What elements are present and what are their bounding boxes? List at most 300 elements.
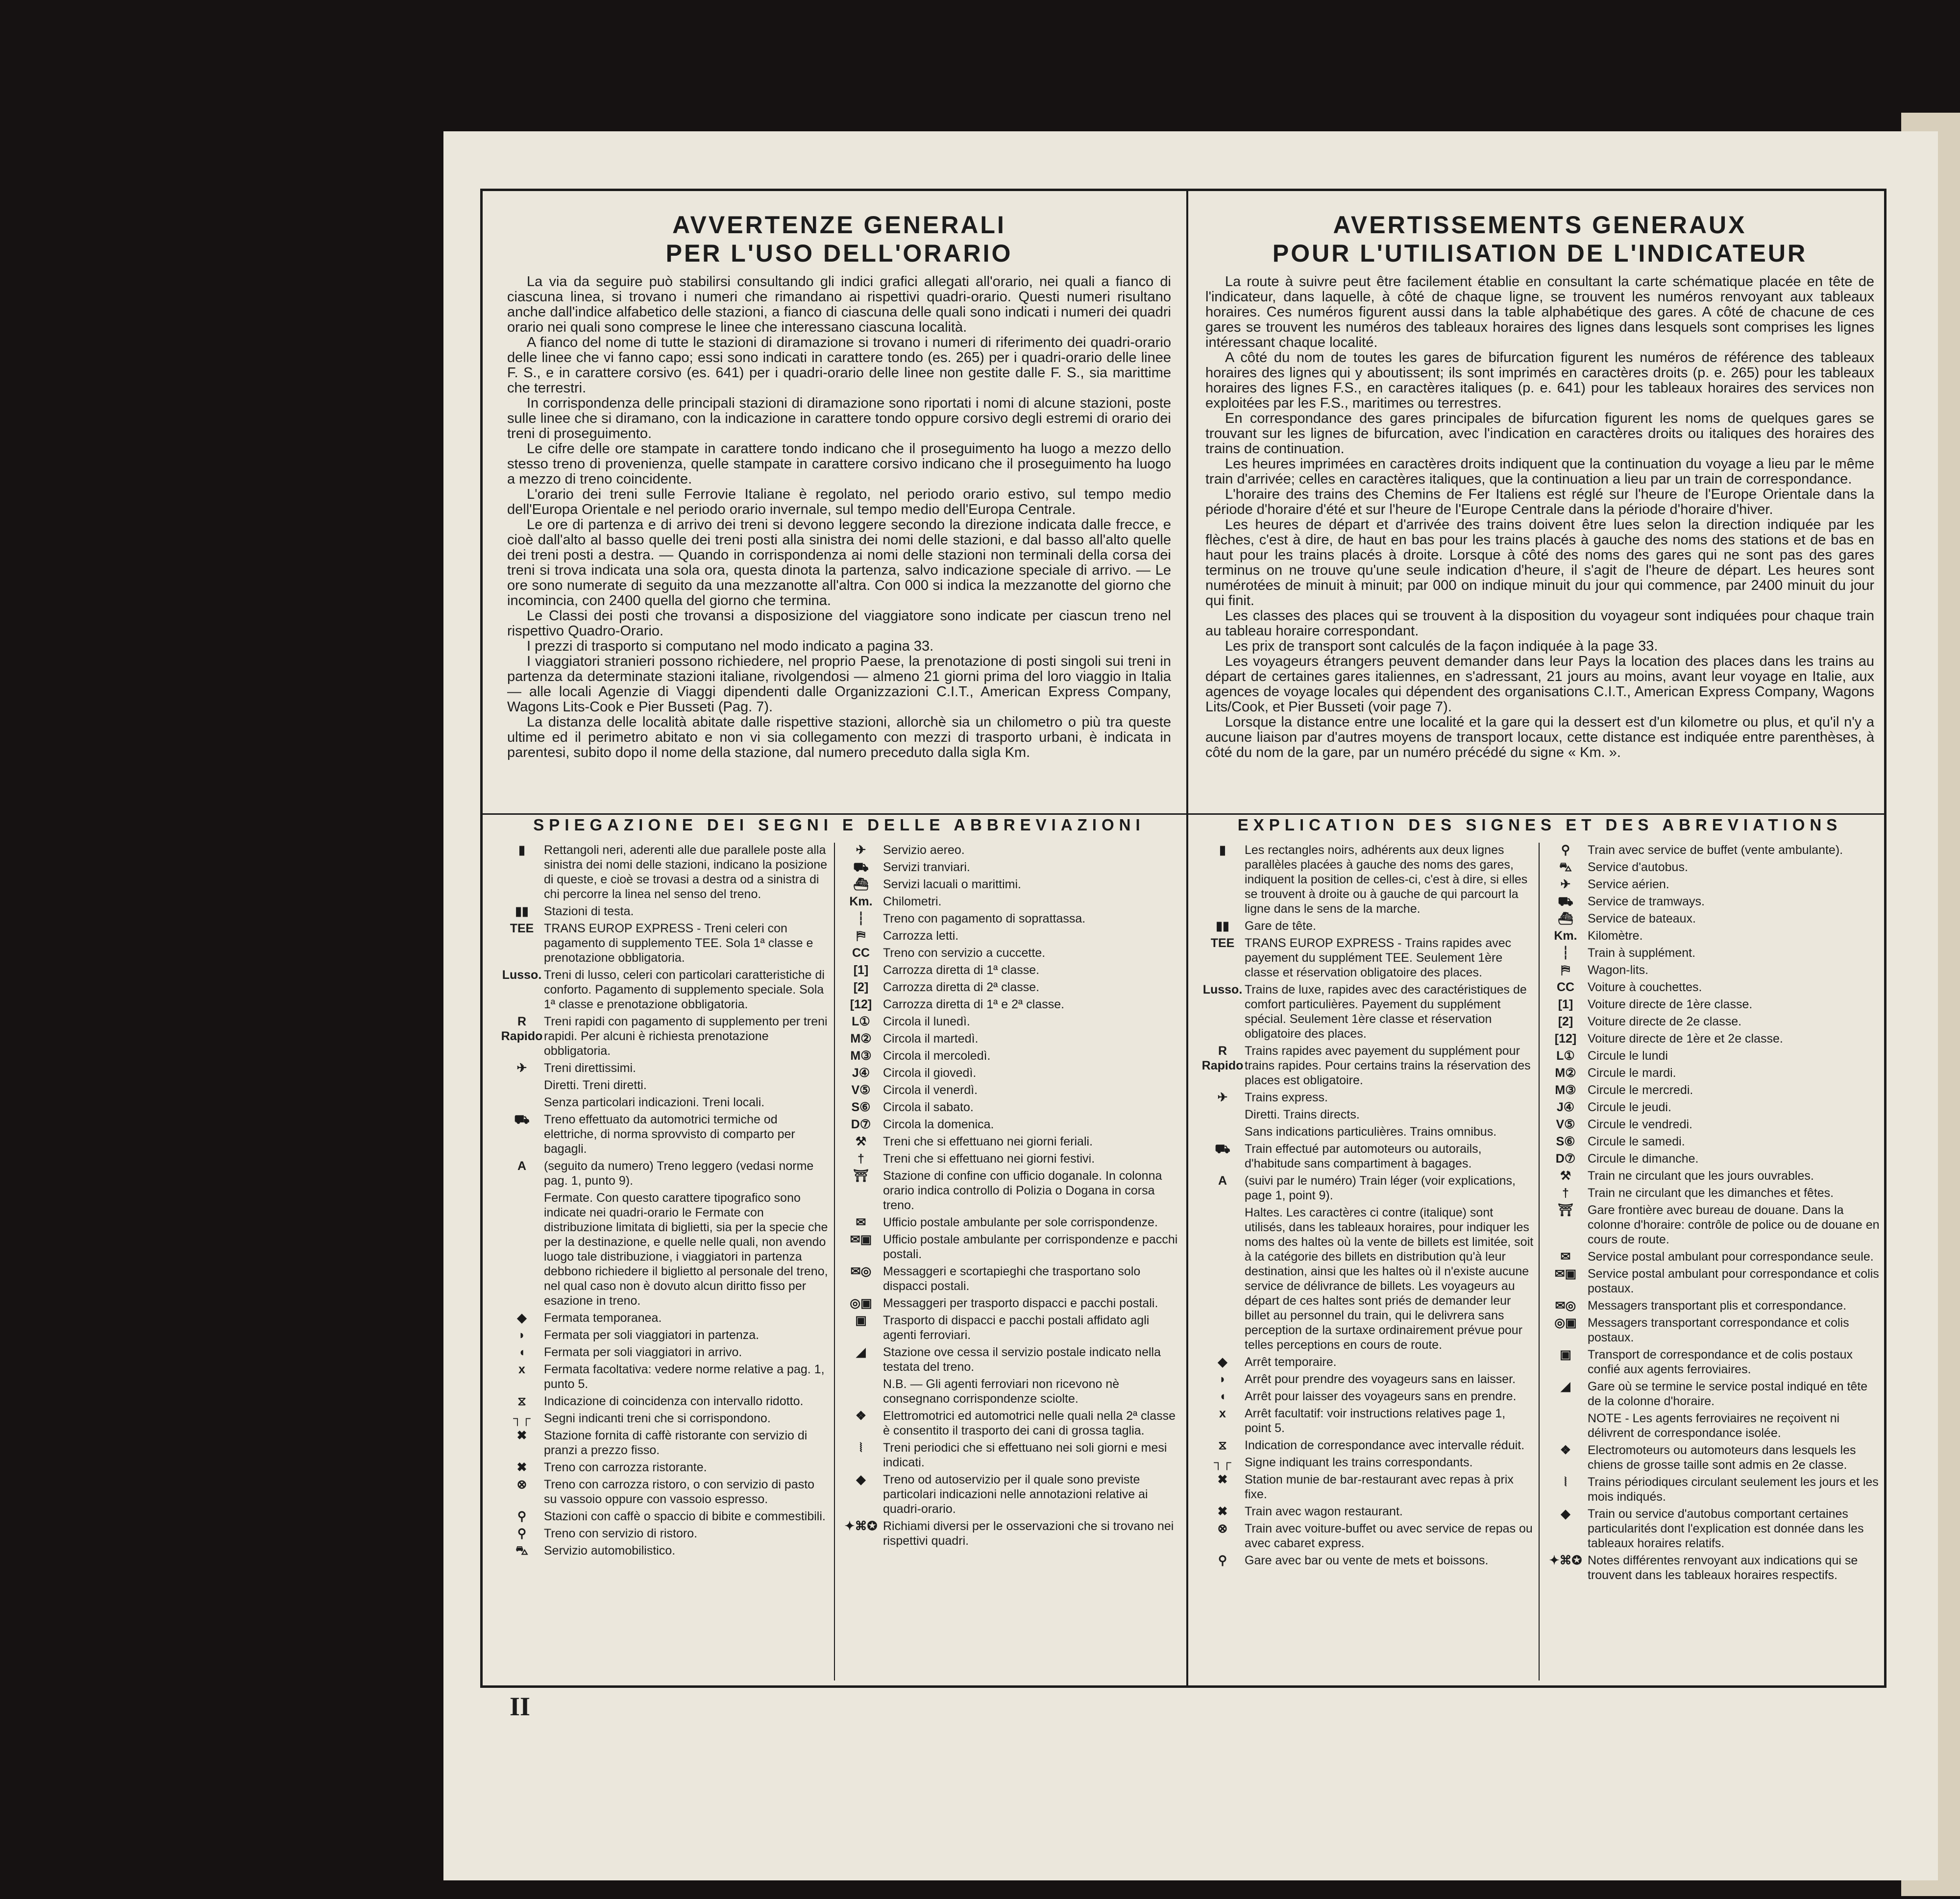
sign-row xyxy=(1544,1169,1882,1183)
sign-description: Trains périodiques circulant seulement les jours et les mois indiqués. xyxy=(1588,1475,1879,1504)
sign-symbol: [12] xyxy=(850,998,872,1011)
sign-row xyxy=(500,1061,828,1075)
sign-description: Treni che si effettuano nei giorni festivi. xyxy=(883,1152,1095,1166)
sign-row xyxy=(500,843,828,901)
sign-symbol: ⛩ xyxy=(1558,1203,1573,1217)
sign-description: Rettangoli neri, aderenti alle due parallele poste alla sinistra dei nomi delle stazioni, indicano la posizione di queste, e cioè se trovasi a destra od a sinistra di chi percorre la linea nel senso del treno. xyxy=(544,843,828,901)
sign-row xyxy=(839,877,1182,892)
french-notices xyxy=(1205,211,1874,813)
sign-symbol: ◗ xyxy=(518,1328,526,1342)
sign-description: Circola il mercoledì. xyxy=(883,1049,991,1063)
sign-symbol: ❖ xyxy=(855,1409,867,1423)
sign-symbol: ✖ xyxy=(1217,1473,1228,1486)
sign-row xyxy=(1200,1455,1534,1470)
sign-row xyxy=(1544,894,1882,909)
sign-row xyxy=(500,1112,828,1156)
sign-row xyxy=(1544,980,1882,995)
fr-title-line2: POUR L'UTILISATION DE L'INDICATEUR xyxy=(1272,240,1808,267)
sign-symbol: ┐┌ xyxy=(1214,1456,1231,1469)
sign-description: Stazione fornita di caffè ristorante con servizio di pranzi a prezzo fisso. xyxy=(544,1429,808,1457)
it-paragraph: Le Classi dei posti che trovansi a disposizione del viaggiatore sono indicate per ciascun treno nel rispettivo Quadro-Orario. xyxy=(507,608,1171,639)
sign-row xyxy=(1544,1014,1882,1029)
sign-row xyxy=(839,1151,1182,1166)
sign-row xyxy=(839,1232,1182,1262)
sign-description: Indicazione di coincidenza con intervallo ridotto. xyxy=(544,1394,804,1408)
sign-symbol: x xyxy=(518,1363,525,1376)
sign-description: Circule le lundi xyxy=(1588,1049,1668,1063)
sign-row xyxy=(839,1313,1182,1342)
sign-description: Service d'autobus. xyxy=(1588,860,1688,874)
sign-row xyxy=(1200,1521,1534,1551)
sign-symbol: [2] xyxy=(1558,1015,1573,1028)
sign-description: Servizi tranviari. xyxy=(883,860,970,874)
sign-description: Circule le dimanche. xyxy=(1588,1152,1699,1166)
sign-description: TRANS EUROP EXPRESS - Treni celeri con pagamento di supplemento TEE. Sola 1ª classe e prenotazione obbligatoria. xyxy=(544,922,813,965)
sign-symbol: M③ xyxy=(1555,1083,1576,1097)
sign-symbol: ⊗ xyxy=(516,1478,527,1491)
sign-description: Messaggeri e scortapieghi che trasportano solo dispacci postali. xyxy=(883,1265,1141,1293)
sign-row xyxy=(1200,1124,1534,1139)
fr-paragraph: Les prix de transport sont calculés de la façon indiquée à la page 33. xyxy=(1225,638,1658,654)
sign-symbol: ⚲ xyxy=(1561,843,1570,857)
sign-row xyxy=(1544,1266,1882,1296)
sign-description: Segni indicanti treni che si corrispondono. xyxy=(544,1412,771,1425)
sign-symbol: ◆ xyxy=(517,1311,527,1325)
sign-row xyxy=(1200,1438,1534,1453)
sign-description: Arrêt pour prendre des voyageurs sans en laisser. xyxy=(1245,1372,1516,1386)
sign-symbol: ▮ xyxy=(518,843,525,857)
sign-row xyxy=(1544,1315,1882,1345)
sign-description: Train à supplément. xyxy=(1588,946,1696,960)
sign-description: Treno od autoservizio per il quale sono previste particolari indicazioni nelle annotazioni relative ai quadri-orario. xyxy=(883,1473,1148,1516)
sign-symbol: ⧖ xyxy=(517,1394,526,1408)
sign-symbol: ◆ xyxy=(1218,1355,1227,1369)
sign-description: Station munie de bar-restaurant avec repas à prix fixe. xyxy=(1245,1473,1514,1501)
sign-row xyxy=(1544,1083,1882,1097)
fr-signs-heading-box xyxy=(1205,816,1874,840)
fr-paragraph: Les voyageurs étrangers peuvent demander dans leur Pays la location des places dans les trains au départ de certaines gares italiennes, en s'adressant, 21 jours au moins, avant leur voyage en Italie, aux agences de voyage locales qui dépendent des organisations C.I.T., American Express Company, Wagons Lits/Cook, et Pier Busseti (voir page 7). xyxy=(1205,654,1874,715)
sign-description: Carrozza diretta di 1ª classe. xyxy=(883,963,1040,977)
sign-symbol: A xyxy=(1218,1174,1227,1188)
it-title-line1: AVVERTENZE GENERALI xyxy=(672,211,1006,239)
it-title-line2: PER L'USO DELL'ORARIO xyxy=(665,240,1013,267)
sign-row xyxy=(839,911,1182,926)
sign-symbol: D⑦ xyxy=(851,1118,871,1131)
italian-notices xyxy=(507,211,1171,813)
sign-symbol: ▮▮ xyxy=(1216,919,1229,933)
sign-symbol: ◎▣ xyxy=(850,1296,872,1310)
sign-symbol: [1] xyxy=(853,963,869,977)
sign-description: Diretti. Trains directs. xyxy=(1245,1108,1360,1121)
sign-description: Voiture directe de 1ère classe. xyxy=(1588,998,1753,1011)
it-paragraph: Le cifre delle ore stampate in carattere tondo indicano che il proseguimento ha luogo a mezzo dello stesso treno di provenienza, quelle stampate in carattere corsivo indicano che il proseguimento ha luogo a mezzo di treno coincidente. xyxy=(507,441,1171,487)
page-number: II xyxy=(510,1692,531,1721)
sign-symbol: L① xyxy=(1556,1049,1575,1063)
sign-row xyxy=(1544,1411,1882,1440)
sign-symbol: ✉◎ xyxy=(1555,1299,1576,1313)
sign-symbol: ▮▮ xyxy=(515,904,529,918)
sign-description: Ufficio postale ambulante per corrispondenze e pacchi postali. xyxy=(883,1233,1178,1261)
sign-row xyxy=(1544,1298,1882,1313)
sign-description: Fermata per soli viaggiatori in partenza. xyxy=(544,1328,760,1342)
sign-row xyxy=(500,968,828,1012)
sign-symbol: ▣ xyxy=(1560,1348,1571,1362)
it-paragraph: I prezzi di trasporto si computano nel modo indicato a pagina 33. xyxy=(527,638,934,654)
sign-symbol: L① xyxy=(852,1015,870,1028)
sign-symbol: J④ xyxy=(852,1066,870,1080)
sign-symbol: ✖ xyxy=(516,1461,527,1474)
sign-row xyxy=(1544,1379,1882,1409)
sign-description: Treno con carrozza ristoro, o con servizio di pasto su vassoio oppure con vassoio espresso. xyxy=(544,1478,815,1506)
sign-row xyxy=(839,1048,1182,1063)
fr-paragraph: A côté du nom de toutes les gares de bifurcation figurent les numéros de référence des tableaux horaires des lignes qui y aboutissent; ils sont imprimés en caractères droits (p. e. 265) pour les tableaux horaires des lignes F.S., en caractères italiques (p. e. 641) pour les tableaux horaires des services non exploitées par les F.S., maritimes ou terrestres. xyxy=(1205,350,1874,411)
sign-description: Trasporto di dispacci e pacchi postali affidato agli agenti ferroviari. xyxy=(883,1314,1150,1342)
sign-row xyxy=(839,894,1182,909)
fr-paragraph: Les heures imprimées en caractères droits indiquent que la continuation du voyage a lieu par le même train d'arrivée; celles en caractères italiques, que la continuation a lieu par un train de correspondance. xyxy=(1205,456,1874,487)
sign-row xyxy=(1200,1090,1534,1105)
sign-description: Fermata per soli viaggiatori in arrivo. xyxy=(544,1345,742,1359)
sign-row xyxy=(839,1264,1182,1293)
sign-description: Stazione di confine con ufficio doganale. In colonna orario indica controllo di Polizia o Dogana in corsa treno. xyxy=(883,1169,1162,1212)
it-paragraph: Le ore di partenza e di arrivo dei treni si devono leggere secondo la direzione indicata dalle frecce, e cioè dall'alto al basso quelle dei treni posti alla sinistra dei nomi delle stazioni, e dal basso all'alto quelle dei treni posti a destra. — Quando in corrispondenza ai nomi delle stazioni non terminali della corsa dei treni si trova indicata una sola ora, questa dinota la partenza, salvo indicazione speciale di arrivo. — Le ore sono numerate di seguito da una mezzanotte all'altra. Con 000 si indica la mezzanotte del giorno che incomincia, con 2400 quella del giorno che termina. xyxy=(507,517,1171,609)
sign-symbol: ✦⌘✪ xyxy=(844,1519,878,1533)
sign-row xyxy=(1544,1151,1882,1166)
sign-row xyxy=(839,1409,1182,1438)
sign-row xyxy=(500,1460,828,1475)
sign-row xyxy=(1200,919,1534,933)
language-divider xyxy=(1186,189,1188,1688)
sign-row xyxy=(1544,1100,1882,1115)
sign-row xyxy=(500,1345,828,1360)
sign-row xyxy=(839,946,1182,960)
sign-row xyxy=(1544,963,1882,977)
sign-description: Circola il venerdì. xyxy=(883,1083,978,1097)
it-paragraphs xyxy=(507,274,1171,760)
fr-paragraph: Les heures de départ et d'arrivée des trains doivent être lues selon la direction indiquée par les flèches, c'est à dire, de haut en bas pour les trains placés à gauche des noms des stations et de bas en haut pour les trains placés à droite. Lorsque à côté des noms des gares qui ne sont pas des gares terminus on ne trouve qu'une seule indication d'heure, il s'agit de l'heure de départ. Les heures sont numérotées de minuit à minuit; par 000 on indique minuit du jour qui commence, par 2400 minuit du jour qui finit. xyxy=(1205,517,1874,609)
sign-description: Signe indiquant les trains correspondants. xyxy=(1245,1456,1473,1469)
sign-description: Service postal ambulant pour correspondance seule. xyxy=(1588,1250,1874,1264)
sign-description: (suivi par le numéro) Train léger (voir explications, page 1, point 9). xyxy=(1245,1174,1516,1202)
it-paragraph: La via da seguire può stabilirsi consultando gli indici grafici allegati all'orario, nei quali a fianco di ciascuna linea, si trovano i numeri che rimandano ai rispettivi quadri-orario. Questi numeri risultano anche dall'indice alfabetico delle stazioni, a fianco di ciascuna delle quali sono indicati i numeri dei quadri orario nei quali sono comprese le linee che interessano ciascuna località. xyxy=(507,274,1171,335)
sign-row xyxy=(1544,928,1882,943)
sign-row xyxy=(500,1159,828,1188)
sign-row xyxy=(1200,1372,1534,1387)
sign-description: Fermate. Con questo carattere tipografico sono indicate nei quadri-orario le Fermate con distribuzione limitata di biglietti, sia per la specie che per la destinazione, e quelle nelle quali, non avendo luogo tale distribuzione, i viaggiatori in partenza debbono richiedere il biglietto al personale del treno, nel qual caso non è dovuto alcun diritto fisso per esazione in treno. xyxy=(544,1191,828,1308)
sign-row xyxy=(1544,946,1882,960)
sign-description: Treno con pagamento di soprattassa. xyxy=(883,912,1086,925)
sign-row xyxy=(839,1215,1182,1230)
sign-row xyxy=(839,1440,1182,1470)
sign-symbol: ✖ xyxy=(1217,1505,1228,1518)
sign-row xyxy=(839,1117,1182,1132)
sign-symbol: ▣ xyxy=(855,1314,867,1327)
sign-symbol: R Rapido xyxy=(1201,1044,1244,1072)
sign-description: Carrozza diretta di 1ª e 2ª classe. xyxy=(883,998,1065,1011)
sign-description: Treni di lusso, celeri con particolari caratteristiche di conforto. Pagamento di supplemento speciale. Sola 1ª classe e prenotazione obbligatoria. xyxy=(544,968,825,1011)
sign-symbol: Km. xyxy=(1554,929,1577,943)
sign-description: Circola il martedì. xyxy=(883,1032,979,1046)
sign-symbol: ✉▣ xyxy=(850,1233,872,1246)
sign-description: Servizio aereo. xyxy=(883,843,965,857)
sign-symbol: ◢ xyxy=(1561,1380,1570,1393)
sign-row xyxy=(839,997,1182,1012)
sign-row xyxy=(1544,1443,1882,1472)
fr-paragraph: La route à suivre peut être facilement établie en consultant la carte schématique placée en tête de l'indicateur, dans laquelle, à côté de chaque ligne, se trouvent les numéros renvoyant aux tableaux horaires. Ces numéros figurent aussi dans la table alphabétique des gares. A côté de chacune de ces gares se trouvent les numéros des tableaux horaires des lignes dans lesquels sont comprises les lignes intéressant chaque localité. xyxy=(1205,274,1874,350)
sign-symbol: ✉ xyxy=(856,1216,866,1229)
sign-symbol: ⛴ xyxy=(1558,912,1573,925)
sign-symbol: V⑤ xyxy=(851,1083,871,1097)
fr-paragraph: Lorsque la distance entre une localité et la gare qui la dessert est d'un kilometre ou plus, et qu'il n'y a aucune liaison par d'autres moyens de transport locaux, cette distance est indiquée entre parenthèses, à côté du nom de la gare, par un numéro précédé du signe « Km. ». xyxy=(1205,714,1874,760)
sign-description: Carrozza letti. xyxy=(883,929,959,943)
sign-symbol: ⊗ xyxy=(1217,1522,1228,1535)
sign-row xyxy=(839,1169,1182,1213)
sign-row xyxy=(1200,1355,1534,1369)
fr-paragraph: L'horaire des trains des Chemins de Fer Italiens est réglé sur l'heure de l'Europe Orientale dans la période d'horaire d'été et sur l'heure de l'Europe Centrale dans la période d'horaire d'hiver. xyxy=(1205,487,1874,517)
it-paragraph: La distanza delle località abitate dalle rispettive stazioni, allorchè sia un chilometro o più tra queste ultime ed il perimetro abitato e non vi sia collegamento con mezzi di trasporto urbani, è indicata in parentesi, subito dopo il nome della stazione, dal numero preceduto dalla sigla Km. xyxy=(507,714,1171,760)
sign-row xyxy=(500,904,828,919)
sign-symbol: ⛩ xyxy=(853,1169,869,1183)
sign-row xyxy=(839,1472,1182,1516)
sign-row xyxy=(1200,1142,1534,1171)
sign-description: Richiami diversi per le osservazioni che si trovano nei rispettivi quadri. xyxy=(883,1519,1174,1548)
sign-row xyxy=(1200,1504,1534,1519)
sign-description: Circola la domenica. xyxy=(883,1118,994,1131)
fr-paragraph: Les classes des places qui se trouvent à la disposition du voyageur sont indiquées pour chaque train au tableau horaire correspondant. xyxy=(1205,608,1874,639)
sign-symbol: TEE xyxy=(510,922,534,935)
sign-symbol: ⧖ xyxy=(1218,1438,1227,1452)
sign-row xyxy=(1200,1472,1534,1502)
sign-symbol: ⦚ xyxy=(1564,1475,1567,1489)
sign-description: Messagers transportant plis et correspondance. xyxy=(1588,1299,1847,1313)
sign-description: Diretti. Treni diretti. xyxy=(544,1078,647,1092)
sign-symbol: ⛿ xyxy=(856,929,866,943)
fr-paragraph: En correspondance des gares principales de bifurcation figurent les noms de quelques gares se trouvant sur les lignes de bifurcation, avec l'indication en caractères droits ou italiques des horaires des trains de continuation. xyxy=(1205,411,1874,457)
sign-row xyxy=(839,1134,1182,1149)
sign-symbol: CC xyxy=(852,946,870,960)
sign-symbol: ⛿ xyxy=(1561,963,1570,977)
sign-symbol: ❖ xyxy=(1560,1443,1571,1457)
fr-signs-divider xyxy=(1539,843,1540,1680)
section-divider xyxy=(483,813,1884,815)
sign-row xyxy=(1200,843,1534,916)
sign-symbol: ◗ xyxy=(1219,1372,1226,1386)
sign-symbol: ⚲ xyxy=(1218,1554,1227,1567)
sign-description: Treno effettuato da automotrici termiche od elettriche, di norma sprovvisto di comparto per bagagli. xyxy=(544,1113,795,1156)
sign-symbol: ⛟ xyxy=(1558,895,1573,908)
sign-row xyxy=(839,1083,1182,1097)
sign-description: Train avec voiture-buffet ou avec service de repas ou avec cabaret express. xyxy=(1245,1522,1533,1550)
sign-symbol: ◆ xyxy=(856,1473,866,1486)
sign-symbol: ◖ xyxy=(518,1345,526,1359)
sign-symbol: [12] xyxy=(1554,1032,1577,1046)
sign-row xyxy=(1544,1553,1882,1582)
sign-symbol: † xyxy=(858,1152,864,1166)
sign-row xyxy=(500,1428,828,1458)
sign-row xyxy=(839,1014,1182,1029)
sign-row xyxy=(839,1031,1182,1046)
sign-row xyxy=(1544,843,1882,857)
sign-symbol: Lusso. xyxy=(502,968,542,982)
sign-symbol: ⚲ xyxy=(517,1509,527,1523)
sign-description: Treni periodici che si effettuano nei soli giorni e mesi indicati. xyxy=(883,1441,1167,1469)
sign-symbol: ┐┌ xyxy=(513,1412,531,1425)
sign-row xyxy=(1544,1186,1882,1200)
sign-description: Trains rapides avec payement du supplément pour trains rapides. Pour certains trains la réservation des places est obligatoire. xyxy=(1245,1044,1531,1087)
sign-description: Circola il sabato. xyxy=(883,1100,974,1114)
sign-description: Trains express. xyxy=(1245,1091,1328,1104)
sign-row xyxy=(500,1543,828,1558)
fr-paragraphs xyxy=(1205,274,1874,760)
it-paragraph: L'orario dei treni sulle Ferrovie Italiane è regolato, nel periodo orario estivo, sul tempo medio dell'Europa Orientale e nel periodo orario invernale, sul tempo medio dell'Europa Centrale. xyxy=(507,487,1171,517)
sign-description: Voiture directe de 2e classe. xyxy=(1588,1015,1742,1028)
sign-symbol: ✦⌘✪ xyxy=(1549,1554,1582,1567)
sign-description: Elettromotrici ed automotrici nelle quali nella 2ª classe è consentito il trasporto dei cani di grossa taglia. xyxy=(883,1409,1176,1437)
sign-description: Stazioni con caffè o spaccio di bibite e commestibili. xyxy=(544,1509,826,1523)
sign-row xyxy=(1200,936,1534,980)
sign-row xyxy=(500,1014,828,1058)
sign-symbol: ◆ xyxy=(1561,1507,1570,1521)
sign-row xyxy=(500,1509,828,1524)
sign-description: Notes différentes renvoyant aux indications qui se trouvent dans les tableaux horaires respectifs. xyxy=(1588,1554,1858,1582)
sign-description: Wagon-lits. xyxy=(1588,963,1649,977)
sign-description: Servizi lacuali o marittimi. xyxy=(883,877,1022,891)
sign-symbol: ✈ xyxy=(1560,877,1571,891)
sign-description: Gare avec bar ou vente de mets et boissons. xyxy=(1245,1554,1489,1567)
sign-description: Circule le mercredi. xyxy=(1588,1083,1693,1097)
sign-symbol: Lusso. xyxy=(1202,983,1243,997)
sign-symbol: ✉◎ xyxy=(850,1265,872,1278)
sign-row xyxy=(839,928,1182,943)
sign-row xyxy=(500,1362,828,1391)
sign-description: Trains de luxe, rapides avec des caractéristiques de comfort particulières. Payement du supplément spécial. Seulement 1ère classe et réservation obligatoire des places. xyxy=(1245,983,1527,1041)
it-signs-list-left xyxy=(500,843,828,1683)
sign-description: Sans indications particulières. Trains omnibus. xyxy=(1245,1125,1497,1139)
sign-description: Indication de correspondance avec intervalle réduit. xyxy=(1245,1438,1525,1452)
sign-description: Messaggeri per trasporto dispacci e pacchi postali. xyxy=(883,1296,1158,1310)
sign-row xyxy=(500,1477,828,1507)
sign-symbol: ⛍ xyxy=(1559,860,1572,874)
sign-description: Chilometri. xyxy=(883,895,942,908)
sign-row xyxy=(839,980,1182,995)
sign-description: Gare frontière avec bureau de douane. Dans la colonne d'horaire: contrôle de police ou de douane en cours de route. xyxy=(1588,1203,1880,1246)
sign-description: Treno con carrozza ristorante. xyxy=(544,1461,707,1474)
sign-row xyxy=(1200,1553,1534,1568)
sign-symbol: ┆ xyxy=(1562,946,1569,960)
sign-symbol: ✖ xyxy=(516,1429,527,1442)
sign-row xyxy=(500,1311,828,1325)
fr-signs-heading: EXPLICATION DES SIGNES ET DES ABREVIATIONS xyxy=(1237,816,1842,834)
sign-description: Service postal ambulant pour correspondance et colis postaux. xyxy=(1588,1267,1879,1295)
sign-row xyxy=(500,1191,828,1308)
fr-signs-list-left xyxy=(1200,843,1534,1683)
sign-description: TRANS EUROP EXPRESS - Trains rapides avec payement du supplément TEE. Seulement 1ère classe et réservation obligatoire des places. xyxy=(1245,936,1512,979)
sign-description: Ufficio postale ambulante per sole corrispondenze. xyxy=(883,1216,1158,1229)
sign-row xyxy=(1544,1048,1882,1063)
fr-signs-list-right xyxy=(1544,843,1882,1683)
sign-row xyxy=(1544,1066,1882,1080)
sign-symbol: ⛟ xyxy=(514,1113,530,1126)
sign-description: Arrêt temporaire. xyxy=(1245,1355,1337,1369)
sign-description: Train ne circulant que les dimanches et fêtes. xyxy=(1588,1186,1834,1200)
sign-symbol: ┆ xyxy=(857,912,865,925)
sign-description: Gare de tête. xyxy=(1245,919,1316,933)
sign-row xyxy=(1200,1406,1534,1436)
sign-description: Stazione ove cessa il servizio postale indicato nella testata del treno. xyxy=(883,1345,1161,1374)
sign-row xyxy=(1200,1389,1534,1404)
sign-description: Train avec wagon restaurant. xyxy=(1245,1505,1403,1518)
sign-row xyxy=(1544,1203,1882,1247)
sign-symbol: M② xyxy=(1555,1066,1576,1080)
sign-description: NOTE - Les agents ferroviaires ne reçoivent ni délivrent de correspondance isolée. xyxy=(1588,1412,1840,1440)
sign-symbol: Km. xyxy=(849,895,873,908)
sign-row xyxy=(1544,1347,1882,1377)
sign-symbol: ⛟ xyxy=(1215,1142,1230,1156)
sign-symbol: ✈ xyxy=(856,843,866,857)
it-paragraph: A fianco del nome di tutte le stazioni di diramazione si trovano i numeri di riferimento dei quadri-orario delle linee che vi fanno capo; essi sono indicati in carattere tondo (es. 265) per i quadri-orario delle linee F. S., e in carattere corsivo (es. 641) per i quadri-orario delle linee non gestite dalle F. S., sia marittime che terrestri. xyxy=(507,335,1171,396)
sign-description: Circule le jeudi. xyxy=(1588,1100,1671,1114)
it-signs-heading: SPIEGAZIONE DEI SEGNI E DELLE ABBREVIAZIONI xyxy=(533,816,1145,834)
sign-symbol: † xyxy=(1562,1186,1569,1200)
it-signs-divider xyxy=(834,843,835,1680)
sign-symbol: M③ xyxy=(850,1049,872,1063)
sign-description: Servizio automobilistico. xyxy=(544,1544,676,1558)
sign-symbol: D⑦ xyxy=(1555,1152,1576,1166)
sign-row xyxy=(839,1345,1182,1374)
sign-description: Train ne circulant que les jours ouvrables. xyxy=(1588,1169,1814,1183)
sign-symbol: ⚲ xyxy=(517,1527,527,1540)
sign-description: Voiture directe de 1ère et 2e classe. xyxy=(1588,1032,1783,1046)
sign-row xyxy=(1544,877,1882,892)
sign-symbol: ▮ xyxy=(1219,843,1226,857)
sign-description: Voiture à couchettes. xyxy=(1588,980,1702,994)
sign-row xyxy=(839,1296,1182,1311)
sign-description: Treni che si effettuano nei giorni feriali. xyxy=(883,1135,1093,1148)
sign-description: Service de bateaux. xyxy=(1588,912,1696,925)
sign-description: Circola il giovedì. xyxy=(883,1066,977,1080)
it-paragraph: I viaggiatori stranieri possono richiedere, nel proprio Paese, la prenotazione di posti singoli sui treni in partenza da determinate stazioni italiane, rivolgendosi — almeno 21 giorni prima del loro viaggio in Italia — alle locali Agenzie di Viaggi dipendenti dalle Organizzazioni C.I.T., American Express Company, Wagons Lits-Cook e Pier Busseti (Pag. 7). xyxy=(507,654,1171,715)
it-signs-heading-box xyxy=(507,816,1171,840)
sign-symbol: ✉ xyxy=(1560,1250,1571,1264)
sign-description: Train avec service de buffet (vente ambulante). xyxy=(1588,843,1843,857)
sign-symbol: J④ xyxy=(1556,1100,1575,1114)
sign-symbol: x xyxy=(1219,1407,1226,1420)
sign-symbol: ◢ xyxy=(856,1345,866,1359)
sign-row xyxy=(1200,982,1534,1041)
sign-symbol: ✈ xyxy=(1217,1091,1228,1104)
sign-symbol: ◎▣ xyxy=(1554,1316,1577,1330)
sign-row xyxy=(839,1377,1182,1406)
sign-description: Messagers transportant correspondance et colis postaux. xyxy=(1588,1316,1849,1344)
sign-description: Circule le mardi. xyxy=(1588,1066,1676,1080)
sign-row xyxy=(1200,1107,1534,1122)
sign-row xyxy=(839,1066,1182,1080)
sign-description: N.B. — Gli agenti ferroviari non ricevono nè consegnano corrispondenze sciolte. xyxy=(883,1377,1120,1406)
sign-description: Circule le samedi. xyxy=(1588,1135,1685,1148)
sign-description: Treno con servizio di ristoro. xyxy=(544,1527,698,1540)
sign-row xyxy=(839,963,1182,977)
sign-row xyxy=(1544,860,1882,875)
sign-description: Train ou service d'autobus comportant certaines particularités dont l'explication est donnée dans les tableaux horaires relatifs. xyxy=(1588,1507,1864,1550)
sign-description: Haltes. Les caractères ci contre (italique) sont utilisés, dans les tableaux horaires, pour indiquer les noms des haltes où la vente de billets est limitée, soit à la catégorie des billets en distribution qu'à leur destination, ainsi que les haltes où il n'existe aucune service de délivrance de billets. Les voyageurs au départ de ces haltes sont priés de demander leur billet au personnel du train, qui le delivrera sans perception de la surtaxe ordinairement prévue pour telles perceptions en cours de route. xyxy=(1245,1206,1534,1352)
sign-description: Treni rapidi con pagamento di supplemento per treni rapidi. Per alcuni è richiesta prenotazione obbligatoria. xyxy=(544,1015,828,1058)
sign-symbol: S⑥ xyxy=(851,1100,871,1114)
sign-row xyxy=(1200,1173,1534,1203)
sign-row xyxy=(500,1394,828,1409)
sign-row xyxy=(500,921,828,965)
sign-symbol: ⦚ xyxy=(859,1441,862,1455)
sign-description: Transport de correspondance et de colis postaux confié aux agents ferroviaires. xyxy=(1588,1348,1853,1376)
sign-description: Arrêt pour laisser des voyageurs sans en prendre. xyxy=(1245,1389,1517,1403)
